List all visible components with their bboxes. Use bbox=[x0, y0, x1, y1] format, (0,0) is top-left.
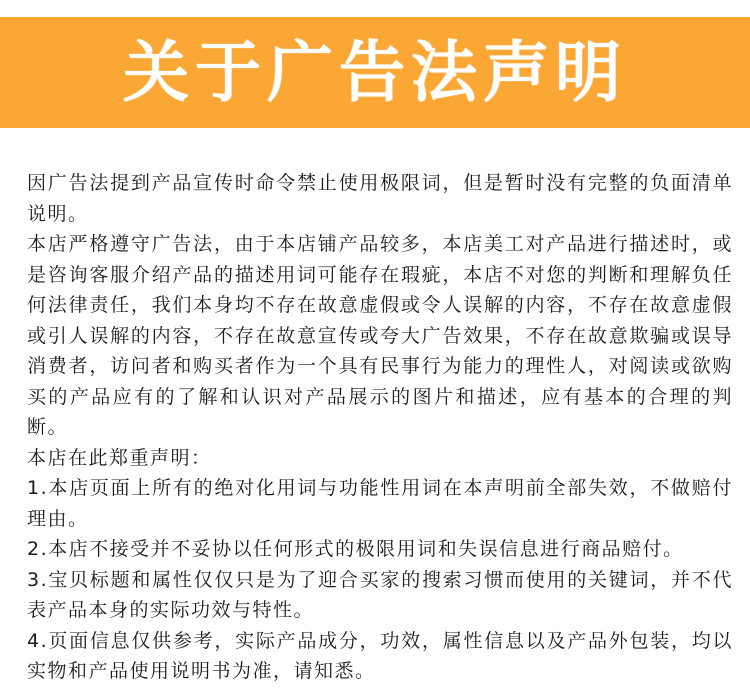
declaration-item-2: 2.本店不接受并不妥协以任何形式的极限用词和失误信息进行商品赔付。 bbox=[27, 538, 684, 560]
declaration-item-4: 4.页面信息仅供参考，实际产品成分，功效，属性信息以及产品外包装，均以实物和产品使用说明书为准，请知悉。 bbox=[27, 629, 733, 682]
intro-paragraph: 因广告法提到产品宣传时命令禁止使用极限词，但是暂时没有完整的负面清单说明。 bbox=[27, 172, 733, 225]
compliance-paragraph: 本店严格遵守广告法，由于本店铺产品较多，本店美工对产品进行描述时，或是咨询客服介绍产品的描述用词可能存在瑕疵，本店不对您的判断和理解负任何法律责任，我们本身均不存在故意虚假或令人误解的内容，不存在故意虚假或引人误解的内容，不存在故意宣传或夸大广告效果，不存在故意欺骗或误导消费者，访问者和购买者作为一个具有民事行为能力的理性人，对阅读或欲购买的产品应有的了解和认识对产品展示的图片和描述，应有基本的合理的判断。 bbox=[27, 233, 733, 438]
page-title: 关于广告法声明 bbox=[123, 33, 627, 111]
declaration-heading: 本店在此郑重声明： bbox=[27, 446, 212, 469]
declaration-item-1: 1.本店页面上所有的绝对化用词与功能性用词在本声明前全部失效，不做赔付理由。 bbox=[27, 477, 733, 530]
declaration-item-3: 3.宝贝标题和属性仅仅只是为了迎合买家的搜索习惯而使用的关键词，并不代表产品本身的实际功效与特性。 bbox=[27, 568, 733, 621]
statement-body bbox=[27, 168, 733, 687]
header-banner bbox=[0, 17, 750, 128]
